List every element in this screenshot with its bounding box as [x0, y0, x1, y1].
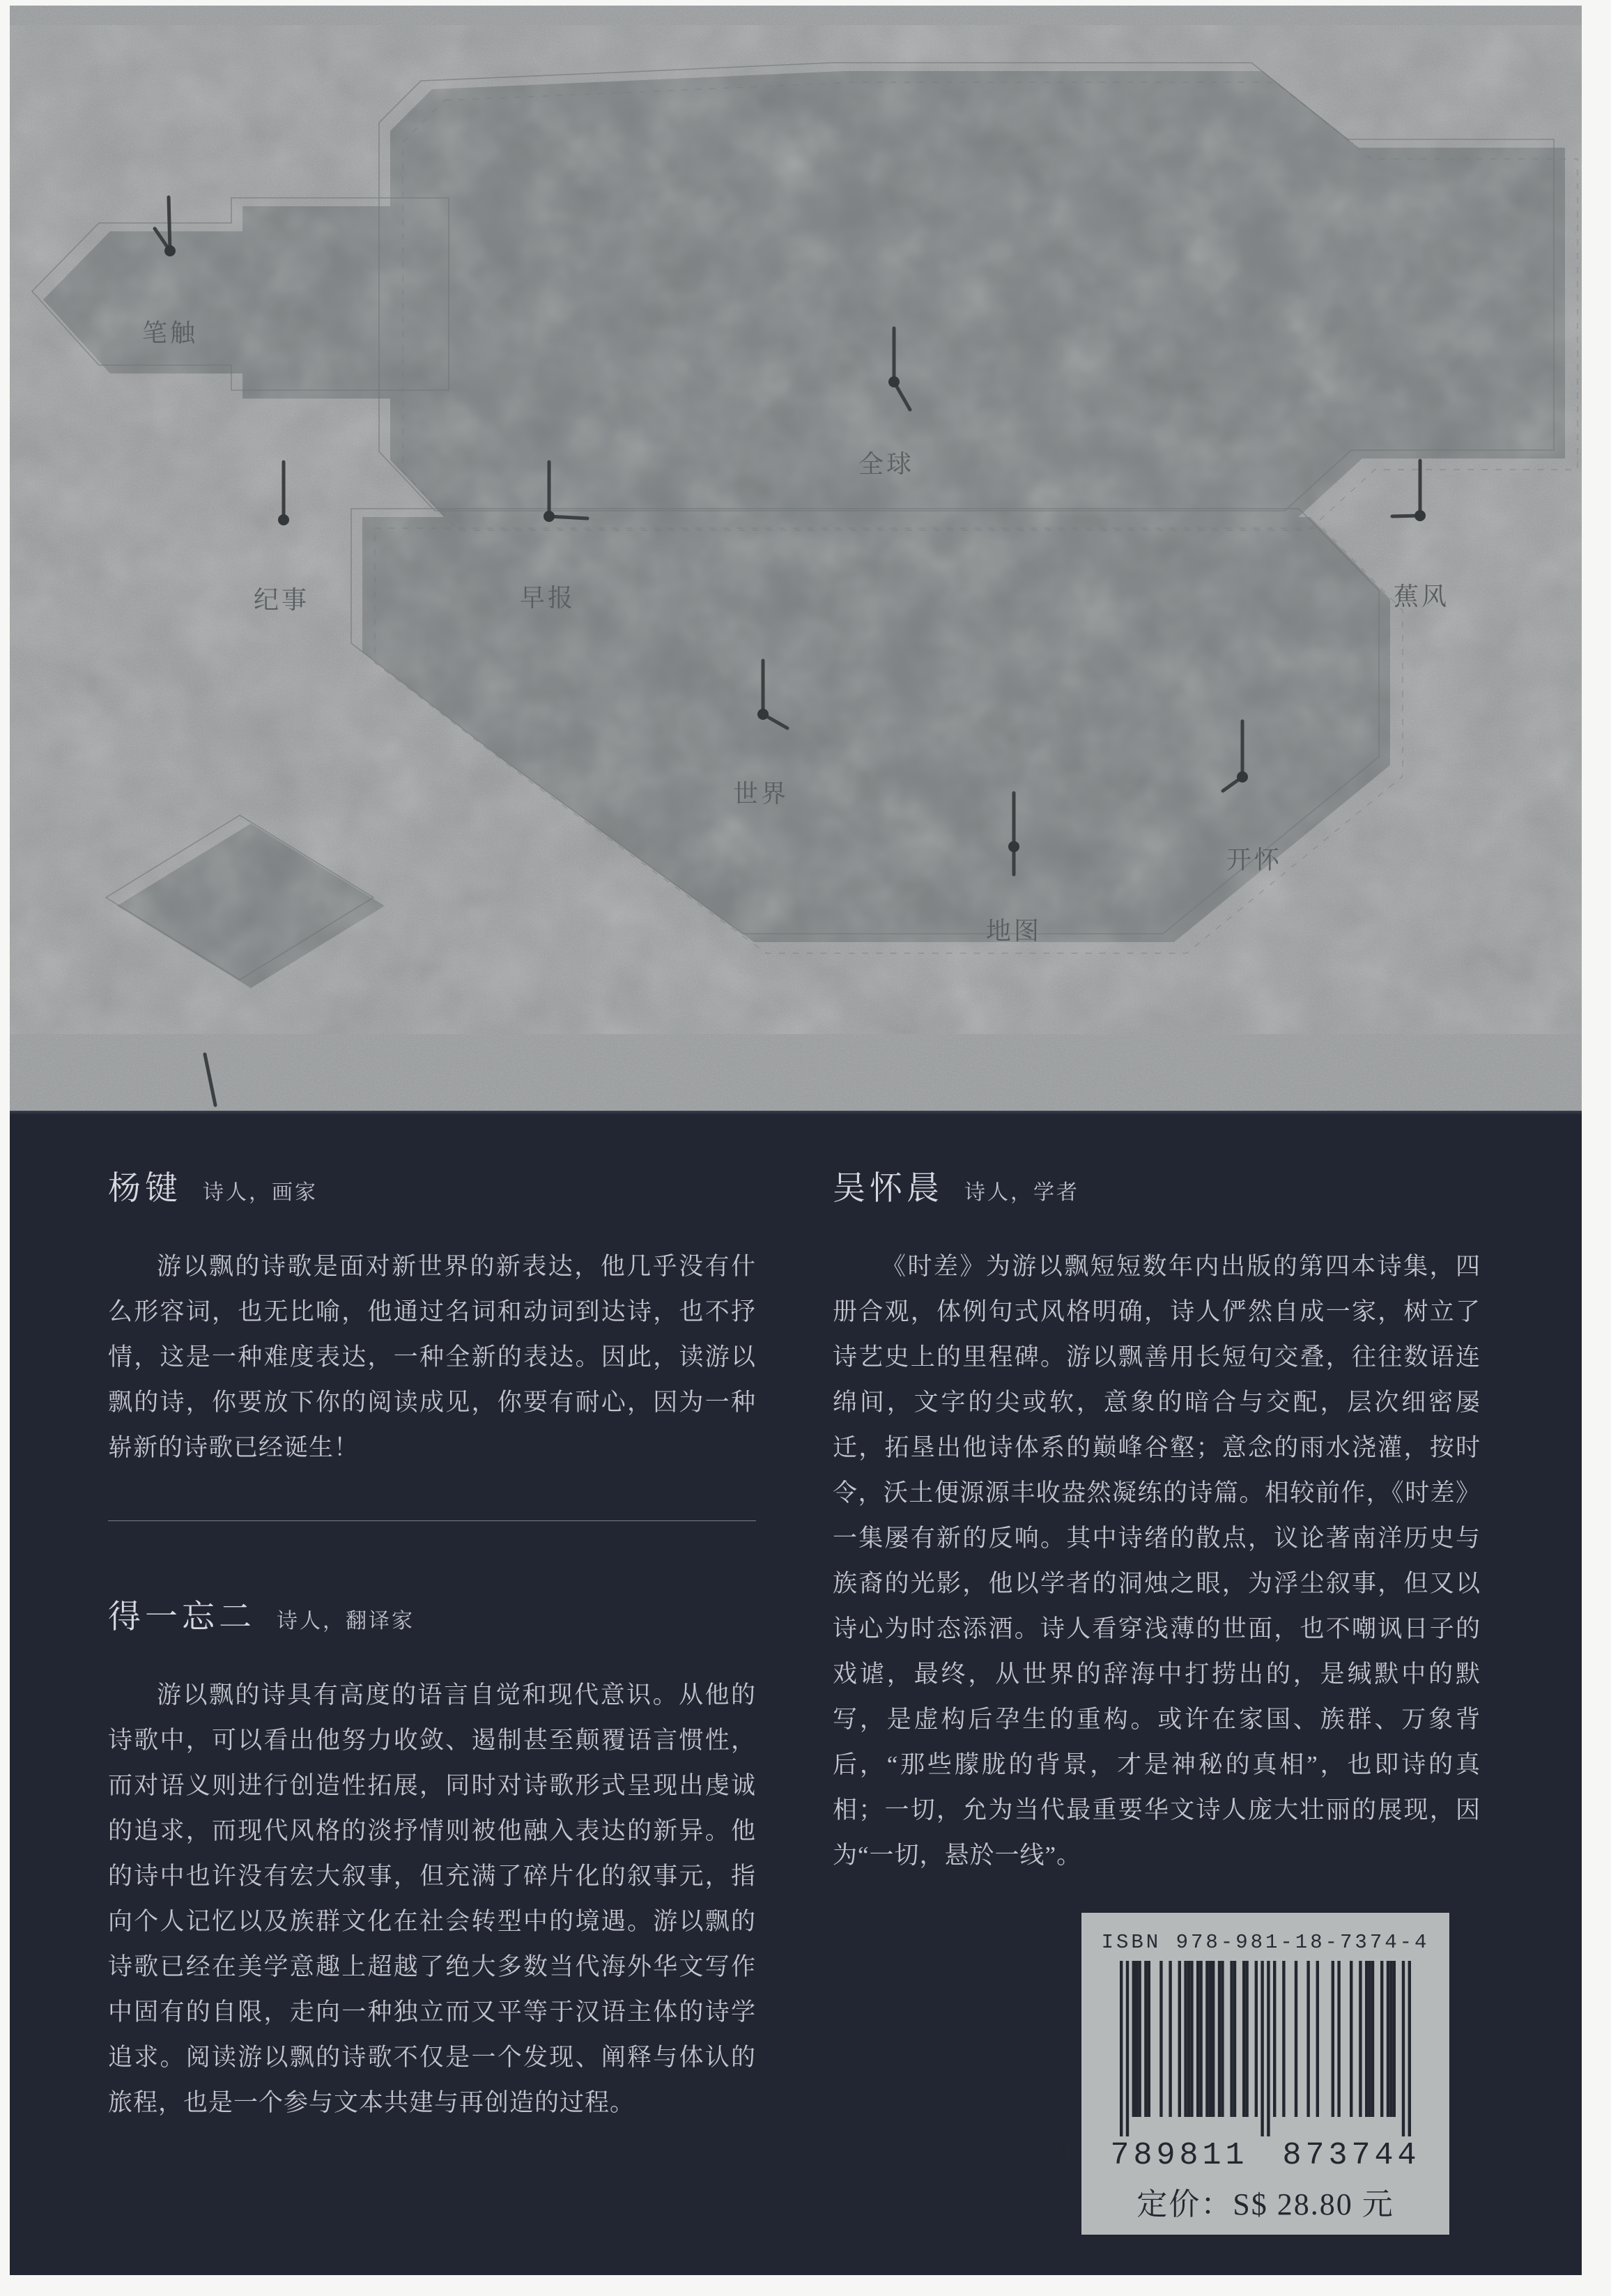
endorser-name: 吴怀晨	[833, 1171, 943, 1207]
endorsements-section	[10, 1111, 1582, 2275]
price: 定价：S$ 28.80 元	[1136, 2187, 1394, 2221]
barcode-quiet-zone-arrow: >	[1454, 2138, 1478, 2173]
barcode-digit-groups: 9 789811 873744	[1053, 2138, 1421, 2173]
barcode-digits	[1053, 2138, 1477, 2173]
endorser-title: 诗人，翻译家	[277, 1610, 415, 1633]
endorsement-header	[108, 1162, 756, 1209]
endorsement-text: 游以飘的诗具有高度的语言自觉和现代意识。从他的诗歌中，可以看出他努力收敛、遏制甚至颠覆语言惯性，而对语义则进行创造性拓展，同时对诗歌形式呈现出虔诚的追求，而现代风格的淡抒情则被他融入表达的新异。他的诗中也许没有宏大叙事，但充满了碎片化的叙事元，指向个人记忆以及族群文化在社会转型中的境遇。游以飘的诗歌已经在美学意趣上超越了绝大多数当代海外华文写作中固有的自限，走向一种独立而又平等于汉语主体的诗学追求。阅读游以飘的诗歌不仅是一个发现、阐释与体认的旅程，也是一个参与文本共建与再创造的过程。	[108, 1681, 756, 2116]
endorsement-header	[108, 1591, 756, 1638]
map-pin-label: 地图	[985, 917, 1042, 945]
section-divider	[108, 1520, 756, 1521]
map-pin-label: 纪事	[253, 586, 310, 614]
endorser-name: 杨键	[108, 1171, 182, 1207]
endorser-title: 诗人，画家	[203, 1181, 318, 1204]
isbn-number: ISBN 978-981-18-7374-4	[1101, 1931, 1430, 1954]
map-artwork	[10, 6, 1582, 1111]
endorsement-text: 游以飘的诗歌是面对新世界的新表达，他几乎没有什么形容词，也无比喻，他通过名词和动词到达诗，也不抒情，这是一种难度表达，一种全新的表达。因此，读游以飘的诗，你要放下你的阅读成见，你要有耐心，因为一种崭新的诗歌已经诞生！	[108, 1253, 756, 1461]
map-pin-label: 笔触	[141, 319, 199, 347]
endorsement-text: 《时差》为游以飘短短数年内出版的第四本诗集，四册合观，体例句式风格明确，诗人俨然自成一家，树立了诗艺史上的里程碑。游以飘善用长短句交叠，往往数语连绵间，文字的尖或软，意象的暗合与交配，层次细密屡迁，拓垦出他诗体系的巅峰谷壑；意念的雨水浇灌，按时令，沃土便源源丰收盎然凝练的诗篇。相较前作，《时差》一集屡有新的反响。其中诗绪的散点，议论著南洋历史与族裔的光影，他以学者的洞烛之眼，为浮尘叙事，但又以诗心为时态添酒。诗人看穿浅薄的世面，也不嘲讽日子的戏谑，最终，从世界的辞海中打捞出的，是缄默中的默写，是虚构后孕生的重构。或许在家国、族群、万象背后，“那些朦胧的背景，才是神秘的真相”，也即诗的真相；一切，允为当代最重要华文诗人庞大壮丽的展现，因为“一切，悬於一线”。	[833, 1253, 1481, 1869]
book-back-cover	[10, 6, 1582, 2275]
map-artwork-section	[10, 6, 1582, 1111]
map-pin-label: 全球	[858, 450, 915, 478]
endorser-title: 诗人，学者	[964, 1181, 1079, 1204]
map-pin-label: 世界	[732, 780, 789, 808]
right-column	[833, 1111, 1481, 1878]
isbn-barcode-panel	[1053, 1913, 1478, 2235]
map-pin-label: 蕉风	[1393, 583, 1450, 610]
endorsement-header	[833, 1162, 1481, 1209]
endorser-name: 得一忘二	[108, 1599, 256, 1635]
ean13-barcode	[1119, 1961, 1412, 2139]
map-pin-label: 早报	[519, 584, 576, 612]
left-column	[108, 1111, 756, 2125]
map-pin-label: 开怀	[1226, 846, 1283, 874]
